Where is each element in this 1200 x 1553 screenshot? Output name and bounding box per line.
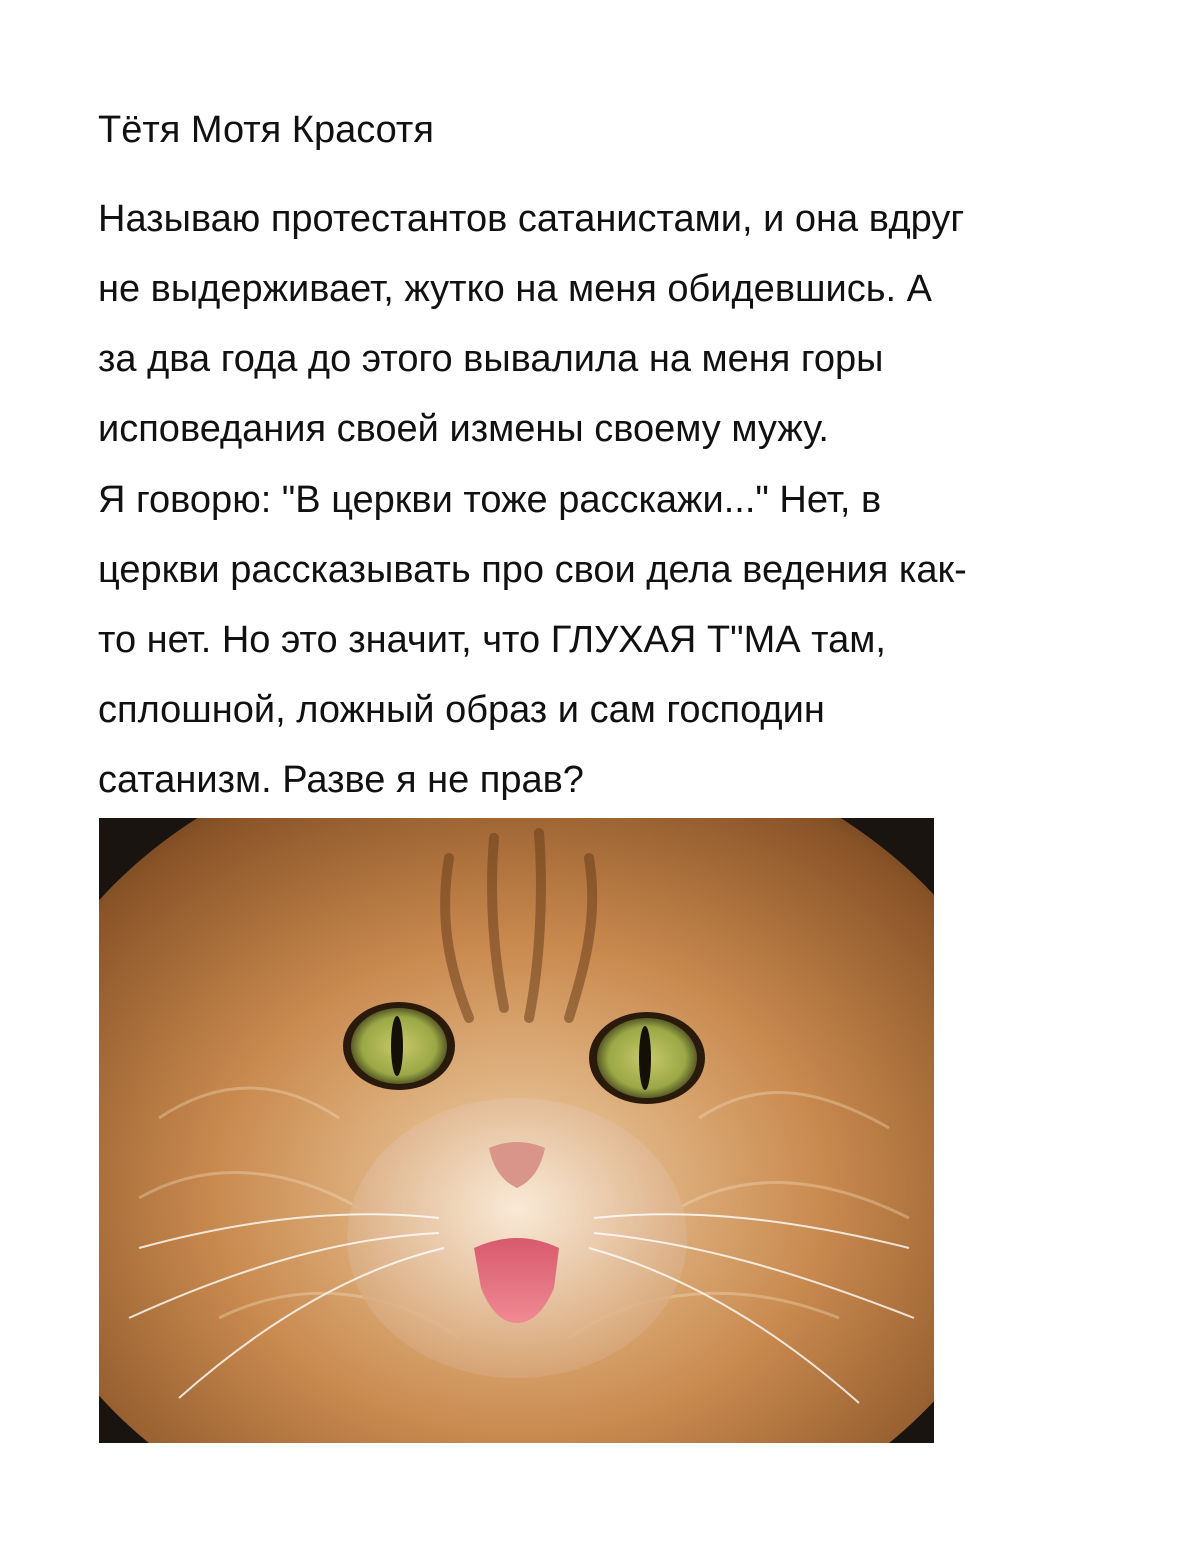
paragraph-line: исповедания своей измены своему мужу.	[98, 408, 829, 450]
paragraph-2	[98, 465, 1108, 815]
paragraph-line: церкви рассказывать про свои дела ведения как-	[98, 549, 967, 591]
paragraph-line: сатанизм. Разве я не прав?	[98, 759, 584, 801]
cat-photo	[99, 818, 934, 1443]
paragraph-line: то нет. Но это значит, что ГЛУХАЯ Т"МА там,	[98, 619, 886, 661]
paragraph-line: Называю протестантов сатанистами, и она вдруг	[98, 198, 965, 240]
paragraph-line: за два года до этого вывалила на меня горы	[98, 338, 884, 380]
cat-illustration	[99, 818, 934, 1443]
page-title: Тётя Мотя Красотя	[98, 109, 434, 151]
paragraph-line: не выдерживает, жутко на меня обидевшись. А	[98, 268, 932, 310]
paragraph-line: Я говорю: "В церкви тоже расскажи..." Нет, в	[98, 479, 882, 521]
right-pupil	[639, 1026, 651, 1090]
paragraph-1	[98, 184, 1108, 464]
left-pupil	[391, 1016, 403, 1076]
paragraph-line: сплошной, ложный образ и сам господин	[98, 689, 825, 731]
